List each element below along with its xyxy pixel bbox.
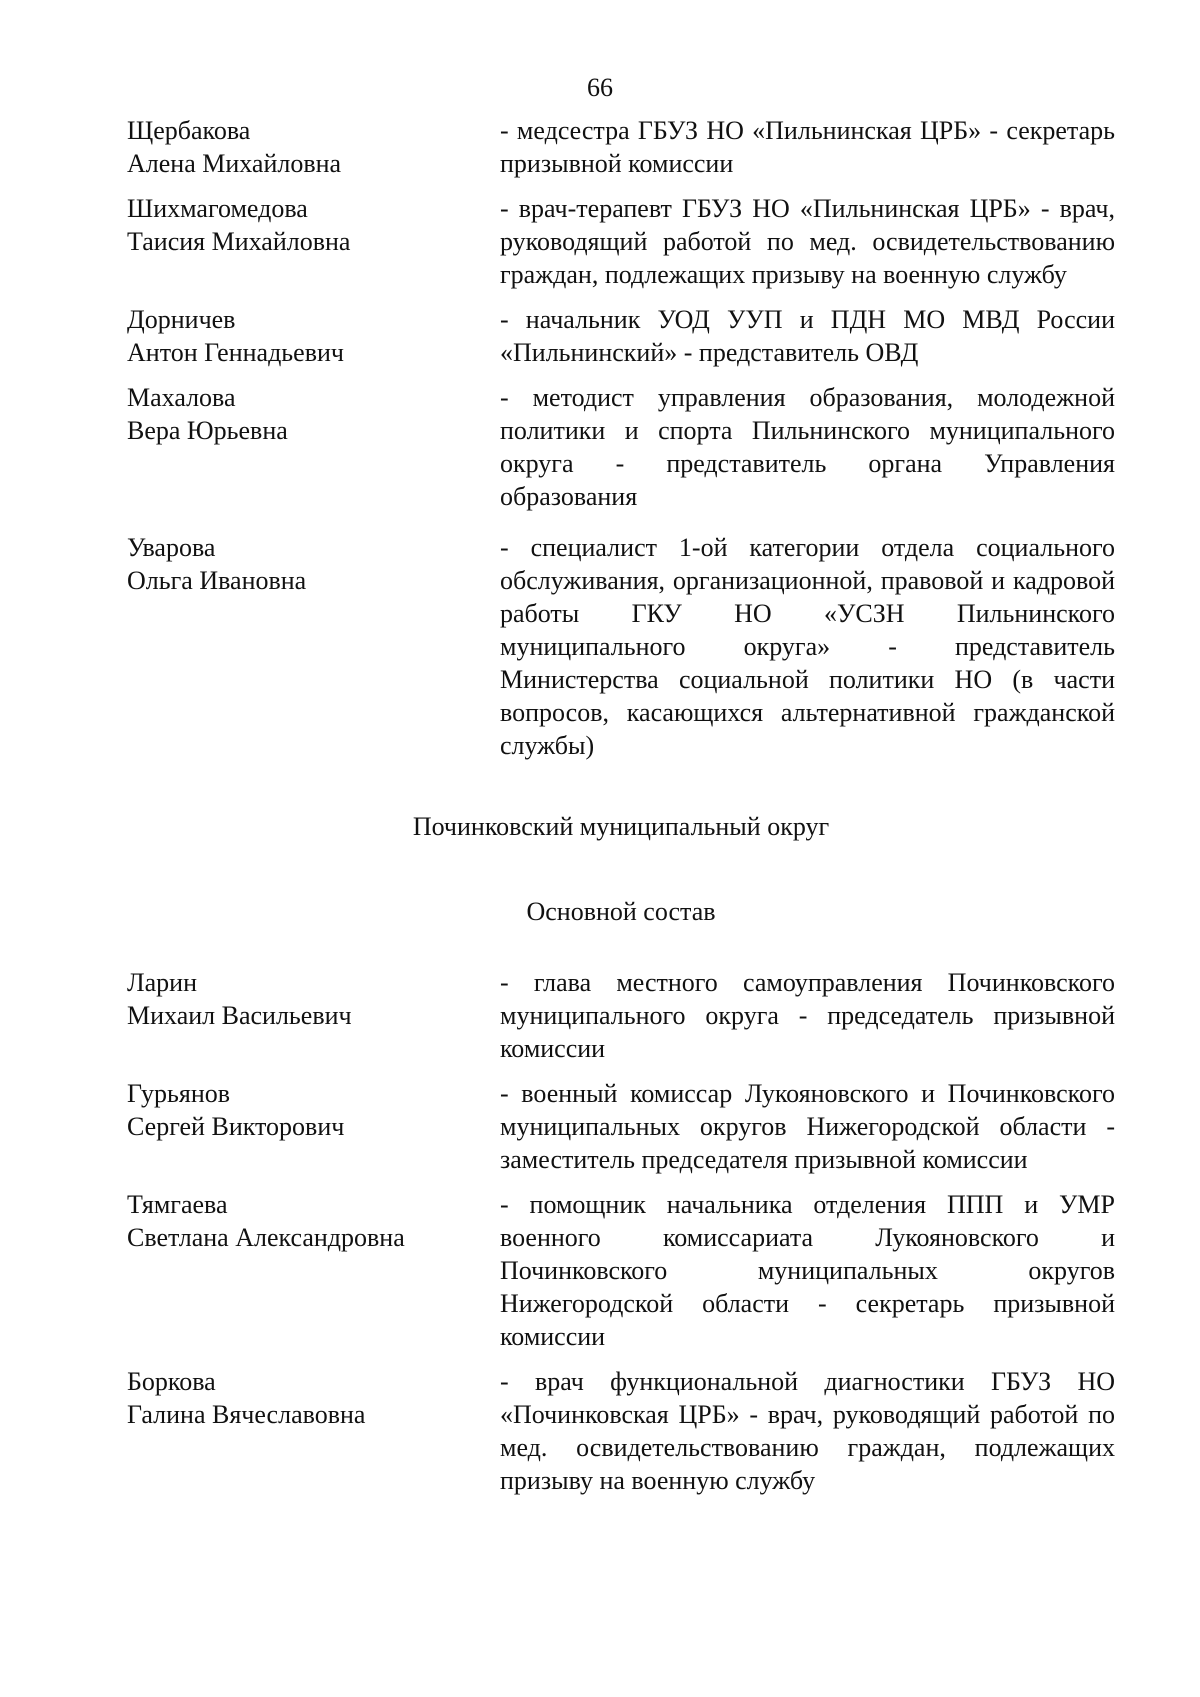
member-surname: Гурьянов (127, 1079, 231, 1108)
member-name (127, 381, 500, 513)
member-given-name: Сергей Викторович (127, 1112, 345, 1141)
document-content (127, 114, 1115, 1509)
member-role: - специалист 1-ой категории отдела социального обслуживания, организационной, правовой и кадровой работы ГКУ НО «УСЗН Пильнинского муниципального округа» - представитель Министерства социальной политики НО (в части вопросов, касающихся альтернативной гражданской службы) (500, 533, 1115, 760)
member-entry (127, 381, 1115, 513)
member-given-name: Светлана Александровна (127, 1223, 405, 1252)
member-surname: Ларин (127, 968, 198, 997)
member-role: - медсестра ГБУЗ НО «Пильнинская ЦРБ» - секретарь призывной комиссии (500, 116, 1115, 178)
section-title: Починковский муниципальный округ (412, 812, 830, 841)
member-name (127, 966, 500, 1065)
member-role: - начальник УОД УУП и ПДН МО МВД России «Пильнинский» - представитель ОВД (500, 305, 1115, 367)
page-number: 66 (587, 73, 613, 102)
member-name (127, 114, 500, 180)
member-name (127, 1077, 500, 1176)
member-given-name: Антон Геннадьевич (127, 338, 344, 367)
member-entry (127, 192, 1115, 291)
member-given-name: Михаил Васильевич (127, 1001, 352, 1030)
member-role: - военный комиссар Лукояновского и Починковского муниципальных округов Нижегородской области - заместитель председателя призывной комиссии (500, 1079, 1115, 1174)
member-surname: Уварова (127, 533, 216, 562)
member-name (127, 1365, 500, 1497)
member-surname: Махалова (127, 383, 236, 412)
member-entry (127, 1365, 1115, 1497)
member-role: - глава местного самоуправления Починковского муниципального округа - председатель призывной комиссии (500, 968, 1115, 1063)
member-entry (127, 966, 1115, 1065)
member-surname: Дорничев (127, 305, 236, 334)
member-entry (127, 303, 1115, 369)
member-surname: Тямгаева (127, 1190, 228, 1219)
member-surname: Щербакова (127, 116, 251, 145)
member-role: - помощник начальника отделения ППП и УМР военного комиссариата Лукояновского и Починковского муниципальных округов Нижегородской области - секретарь призывной комиссии (500, 1190, 1115, 1351)
member-given-name: Ольга Ивановна (127, 566, 307, 595)
member-entry (127, 114, 1115, 180)
section-subtitle: Основной состав (526, 897, 716, 926)
member-name (127, 303, 500, 369)
member-given-name: Таисия Михайловна (127, 227, 351, 256)
member-surname: Шихмагомедова (127, 194, 308, 223)
member-surname: Боркова (127, 1367, 216, 1396)
member-role: - методист управления образования, молодежной политики и спорта Пильнинского муниципального округа - представитель органа Управления образования (500, 383, 1115, 511)
member-entry (127, 531, 1115, 762)
member-role: - врач функциональной диагностики ГБУЗ НО «Починковская ЦРБ» - врач, руководящий работой по мед. освидетельствованию граждан, подлежащих призыву на военную службу (500, 1367, 1115, 1495)
member-entry (127, 1077, 1115, 1176)
member-name (127, 1188, 500, 1353)
member-entry (127, 1188, 1115, 1353)
member-given-name: Галина Вячеславовна (127, 1400, 366, 1429)
member-name (127, 531, 500, 762)
member-role: - врач-терапевт ГБУЗ НО «Пильнинская ЦРБ» - врач, руководящий работой по мед. освидетельствованию граждан, подлежащих призыву на военную службу (500, 194, 1115, 289)
member-given-name: Алена Михайловна (127, 149, 342, 178)
member-given-name: Вера Юрьевна (127, 416, 288, 445)
member-name (127, 192, 500, 291)
